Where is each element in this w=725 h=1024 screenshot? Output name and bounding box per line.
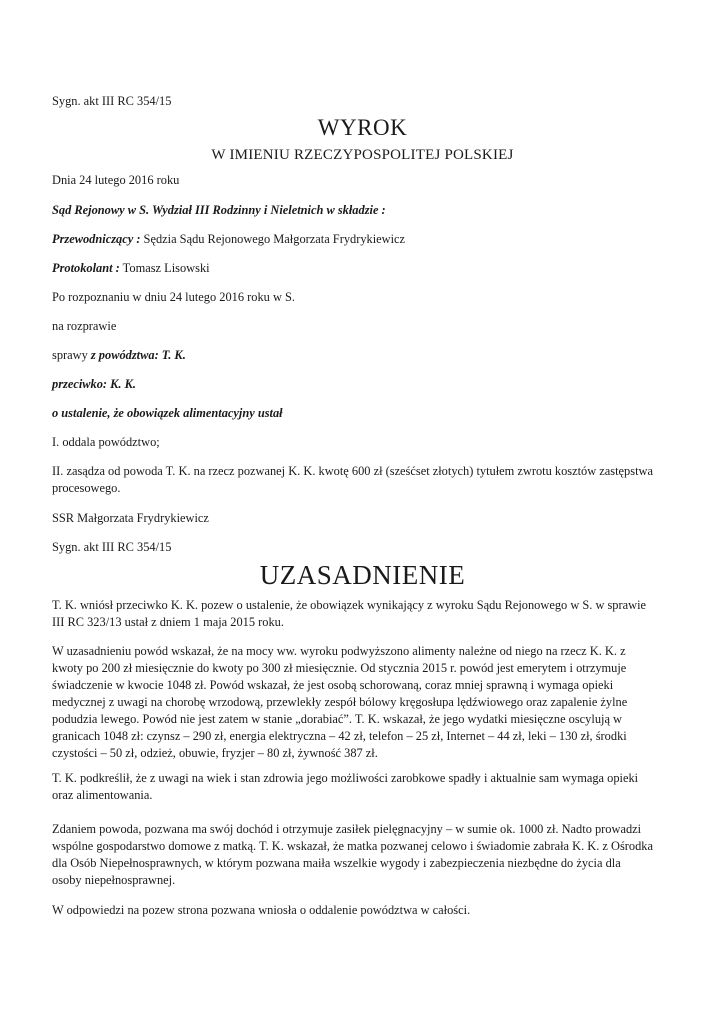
paragraph-defendant-income bbox=[52, 821, 673, 889]
clerk-label: Protokolant : bbox=[52, 261, 120, 275]
plaintiff: z powództwa: T. K. bbox=[90, 348, 186, 362]
text-line: T. K. podkreślił, że z uwagi na wiek i stan zdrowia jego możliwości zarobkowe spadły i aktualnie sam wymaga opieki bbox=[52, 771, 639, 785]
text-line: podudzia lewego. Powód nie jest zatem w stanie „dorabiać”. T. K. wskazał, że jego wydatki miesięczne oscylują w bbox=[52, 712, 623, 726]
text-line: granicach 1048 zł: czynsz – 290 zł, energia elektryczna – 42 zł, telefon – 25 zł, Internet – 44 zł, leki – 130 zł, środki bbox=[52, 729, 627, 743]
paragraph-claim bbox=[52, 597, 673, 631]
text-line: medycznej z uwagi na chorobę wrzodową, przewlekły zespół bólowy kręgosłupa lędźwiowego oraz zapalenie żylne bbox=[52, 695, 628, 709]
case-prefix: sprawy bbox=[52, 348, 91, 362]
text-line: II. zasądza od powoda T. K. na rzecz pozwanej K. K. kwotę 600 zł (sześćset złotych) tytułem zwrotu kosztów zastępstwa bbox=[52, 464, 653, 478]
verdict-point-2 bbox=[52, 463, 673, 497]
document-title: WYROK bbox=[317, 115, 408, 140]
text-line: osoby niepełnosprawnej. bbox=[52, 873, 176, 887]
text-line: W odpowiedzi na pozew strona pozwana wniosła o oddalenie powództwa w całości. bbox=[52, 903, 471, 917]
clerk-line bbox=[52, 260, 210, 277]
paragraph-response bbox=[52, 902, 673, 919]
justification-title: UZASADNIENIE bbox=[259, 560, 466, 590]
text-line: III RC 323/13 ustał z dniem 1 maja 2015 roku. bbox=[52, 615, 284, 629]
case-subject: o ustalenie, że obowiązek alimentacyjny ustał bbox=[52, 406, 283, 420]
text-line: oraz alimentowania. bbox=[52, 788, 153, 802]
paragraph-plaintiff-reasons bbox=[52, 643, 673, 762]
judgment-date: Dnia 24 lutego 2016 roku bbox=[52, 173, 180, 187]
text-line: czystości – 50 zł, odzież, obuwie, fryzjer – 80 zł, żywność 387 zł. bbox=[52, 746, 378, 760]
case-signature-bottom: Sygn. akt III RC 354/15 bbox=[52, 540, 172, 554]
text-line: wspólne gospodarstwo domowe z matką. T. K. wskazał, że matka pozwanej celowo i świadomie zabrała K. K. z Ośrodka bbox=[52, 839, 653, 853]
presiding-judge-line bbox=[52, 231, 405, 248]
text-line: kwoty po 200 zł miesięcznie do kwoty po 300 zł miesięcznie. Od stycznia 2015 r. powód jest emerytem i otrzymuje bbox=[52, 661, 627, 675]
text-line: dla Osób Niepełnosprawnych, w którym pozwana maiła wszelkie wygody i zabezpieczenia niezbędne do życia dla bbox=[52, 856, 621, 870]
defendant: przeciwko: K. K. bbox=[52, 377, 136, 391]
text-line: Zdaniem powoda, pozwana ma swój dochód i otrzymuje zasiłek pielęgnacyjny – w sumie ok. 1000 zł. Nadto prowadzi bbox=[52, 822, 642, 836]
text-line: procesowego. bbox=[52, 481, 121, 495]
text-line: W uzasadnieniu powód wskazał, że na mocy ww. wyroku podwyższono alimenty należne od niego na rzecz K. K. z bbox=[52, 644, 626, 658]
presiding-label: Przewodniczący : bbox=[52, 232, 141, 246]
presiding-value: Sędzia Sądu Rejonowego Małgorzata Frydrykiewicz bbox=[140, 232, 406, 246]
document-subtitle: W IMIENIU RZECZYPOSPOLITEJ POLSKIEJ bbox=[211, 147, 514, 163]
case-signature-top: Sygn. akt III RC 354/15 bbox=[52, 94, 172, 108]
court-composition: Sąd Rejonowy w S. Wydział III Rodzinny i Nieletnich w składzie : bbox=[52, 203, 386, 217]
paragraph-health bbox=[52, 770, 673, 804]
case-plaintiff-line bbox=[52, 347, 186, 364]
hearing-type: na rozprawie bbox=[52, 319, 117, 333]
text-line: świadczenie w kwocie 1048 zł. Powód wskazał, że jest osobą schorowaną, coraz mniej sprawną i wymaga opieki bbox=[52, 678, 614, 692]
text-line: T. K. wniósł przeciwko K. K. pozew o ustalenie, że obowiązek wynikający z wyroku Sądu Rejonowego w S. w sprawie bbox=[52, 598, 647, 612]
judge-signature: SSR Małgorzata Frydrykiewicz bbox=[52, 511, 209, 525]
hearing-line: Po rozpoznaniu w dniu 24 lutego 2016 roku w S. bbox=[52, 290, 295, 304]
clerk-value: Tomasz Lisowski bbox=[119, 261, 210, 275]
verdict-point-1: I. oddala powództwo; bbox=[52, 435, 160, 449]
